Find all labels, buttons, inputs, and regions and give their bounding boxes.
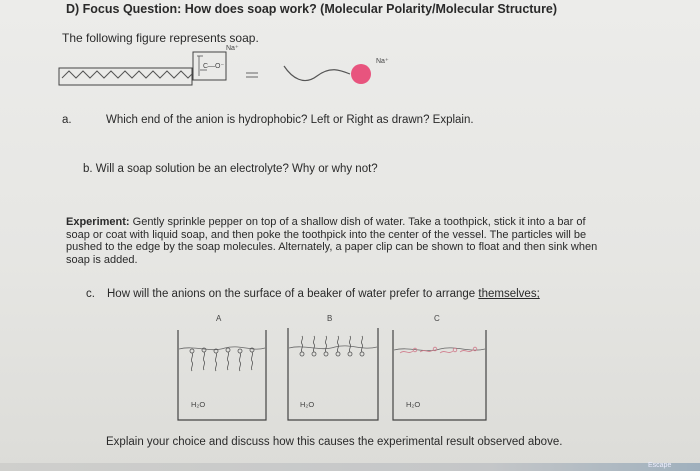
section-heading: D) Focus Question: How does soap work? (Molecular Polarity/Molecular Structure)	[66, 2, 558, 16]
carboxylate-label: C—O⁻	[203, 63, 225, 70]
question-a-text: Which end of the anion is hydrophobic? Left or Right as drawn? Explain.	[106, 114, 474, 126]
question-c-text	[107, 288, 540, 300]
experiment-label: Experiment:	[66, 216, 130, 228]
beaker-a-label: A	[216, 314, 222, 323]
experiment-paragraph	[66, 216, 606, 266]
corner-tab-text: Escape	[648, 462, 672, 469]
soap-tail-curve	[284, 66, 350, 81]
explain-prompt: Explain your choice and discuss how this causes the experimental result observed above.	[106, 436, 563, 448]
figure-intro: The following figure represents soap.	[62, 31, 259, 45]
beaker-b-water: H₂O	[300, 400, 315, 409]
bottom-edge	[0, 463, 700, 471]
question-a-letter: a.	[62, 114, 72, 126]
beaker-a-water: H₂O	[191, 400, 206, 409]
question-c-letter: c.	[86, 288, 95, 300]
experiment-body: Gently sprinkle pepper on top of a shallow dish of water. Take a toothpick, stick it into a bar of soap or coat with liquid soap, and then poke the toothpick into the center of the vessel. The particles will be pushed to the edge by the soap molecules. Alternately, a paper clip can be shown to float and then sink when soap is added.	[66, 216, 598, 266]
na-label-2: Na⁺	[376, 58, 389, 65]
question-c-main: How will the anions on the surface of a beaker of water prefer to arrange	[107, 288, 476, 300]
question-b-text: b. Will a soap solution be an electrolyte? Why or why not?	[83, 163, 378, 175]
beaker-b-label: B	[327, 314, 333, 323]
na-label-1: Na⁺	[226, 45, 239, 52]
beaker-c-label: C	[434, 314, 440, 323]
hydrocarbon-chain	[62, 71, 192, 78]
question-c-underlined: themselves;	[478, 288, 540, 300]
beaker-c-water: H₂O	[406, 400, 421, 409]
soap-head-circle	[351, 64, 371, 84]
